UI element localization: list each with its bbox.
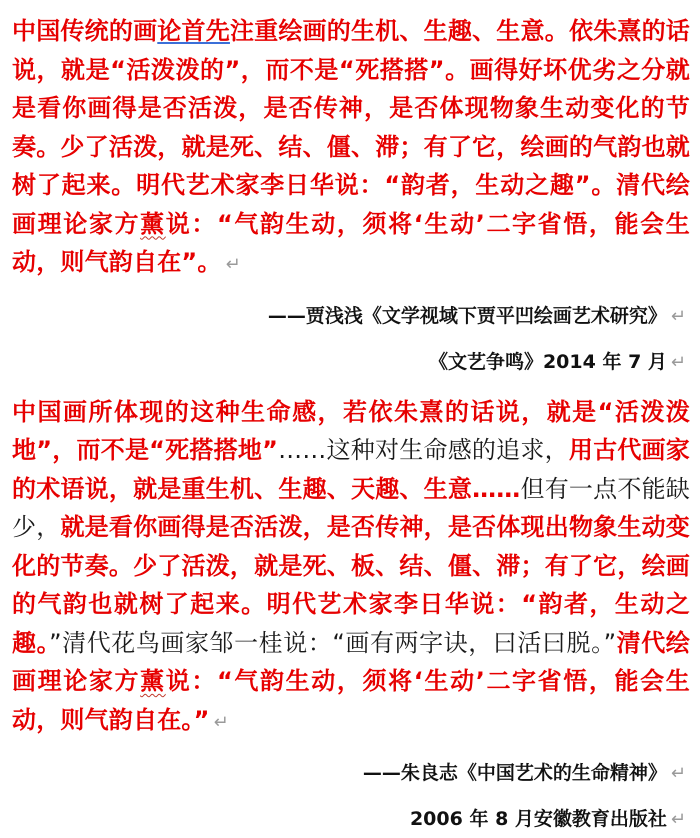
text-run: 说：“气韵生动，须将‘生动’二字省悟，能会生动，则气韵自在”。 [12, 209, 690, 276]
paragraph-mark-icon: ↵ [670, 351, 686, 373]
paragraph-mark-icon: ↵ [670, 305, 686, 327]
document-page [12, 12, 690, 836]
attribution-2 [12, 756, 690, 790]
source-1 [12, 345, 690, 379]
quote-paragraph-2 [12, 393, 690, 743]
underlined-text-run: 论首先 [157, 17, 230, 45]
text-run: 的话说，就是“活泼泼的”，而不是“死搭搭”。画得好坏优劣之分就是看你画得是否活泼，是否传神，是否体现物象生动变化的节奏。少了活泼，就是死、结、僵、滞；有了它，绘画的气韵也就树了起来。明代艺术家李日华说：“韵者，生动之趣”。清代绘画理论家方 [12, 17, 691, 238]
red-text-run: 用古代画家的术语说，就是重生机、生趣、天趣、生意…… [12, 436, 690, 503]
black-text-run: ”清代花鸟画家邹一桂说：“画有两字诀，曰活曰脱。” [49, 628, 617, 657]
red-text-run: 说：“气韵生动，须将‘生动’二字省悟，能会生动，则气韵自在。” [12, 667, 690, 734]
paragraph-mark-icon: ↵ [670, 809, 686, 830]
paragraph-mark-icon: ↵ [670, 763, 686, 784]
spellcheck-flagged-text: 薰 [140, 209, 166, 238]
black-text-run: ……这种对生命感的追求， [278, 436, 569, 464]
source-2 [12, 802, 690, 836]
text-run: 注重绘画的生机、生趣、生意。依朱 [229, 17, 618, 45]
red-text-run: 中国画所体现的这种生命感，若依朱熹的话说，就是“活泼泼地”，而不是“死搭搭地” [12, 397, 690, 464]
paragraph-mark-icon: ↵ [225, 254, 241, 275]
text-run: 中国传统的画 [12, 17, 158, 45]
attribution-text: ——贾浅浅《文学视域下贾平凹绘画艺术研究》 [267, 304, 667, 327]
text-run: 熹 [617, 17, 642, 45]
red-text-run: 清代绘画理论家方 [12, 628, 690, 695]
quote-paragraph-1 [12, 12, 690, 285]
attribution-1 [12, 299, 690, 333]
source-text: 2006 年 8 月安徽教育出版社 [409, 808, 667, 830]
attribution-text: ——朱良志《中国艺术的生命精神》 [362, 762, 667, 784]
source-text: 《文艺争鸣》2014 年 7 月 [428, 350, 667, 373]
red-text-run: 就是看你画得是否活泼，是否传神，是否体现出物象生动变化的节奏。少了活泼，就是死、板、结、僵、滞；有了它，绘画的气韵也就树了起来。明代艺术家李日华说：“韵者，生动之趣。 [12, 513, 690, 657]
spellcheck-flagged-text: 薰 [140, 667, 166, 695]
black-text-run: 但有一点不能缺少， [12, 474, 690, 541]
paragraph-mark-icon: ↵ [213, 711, 229, 733]
